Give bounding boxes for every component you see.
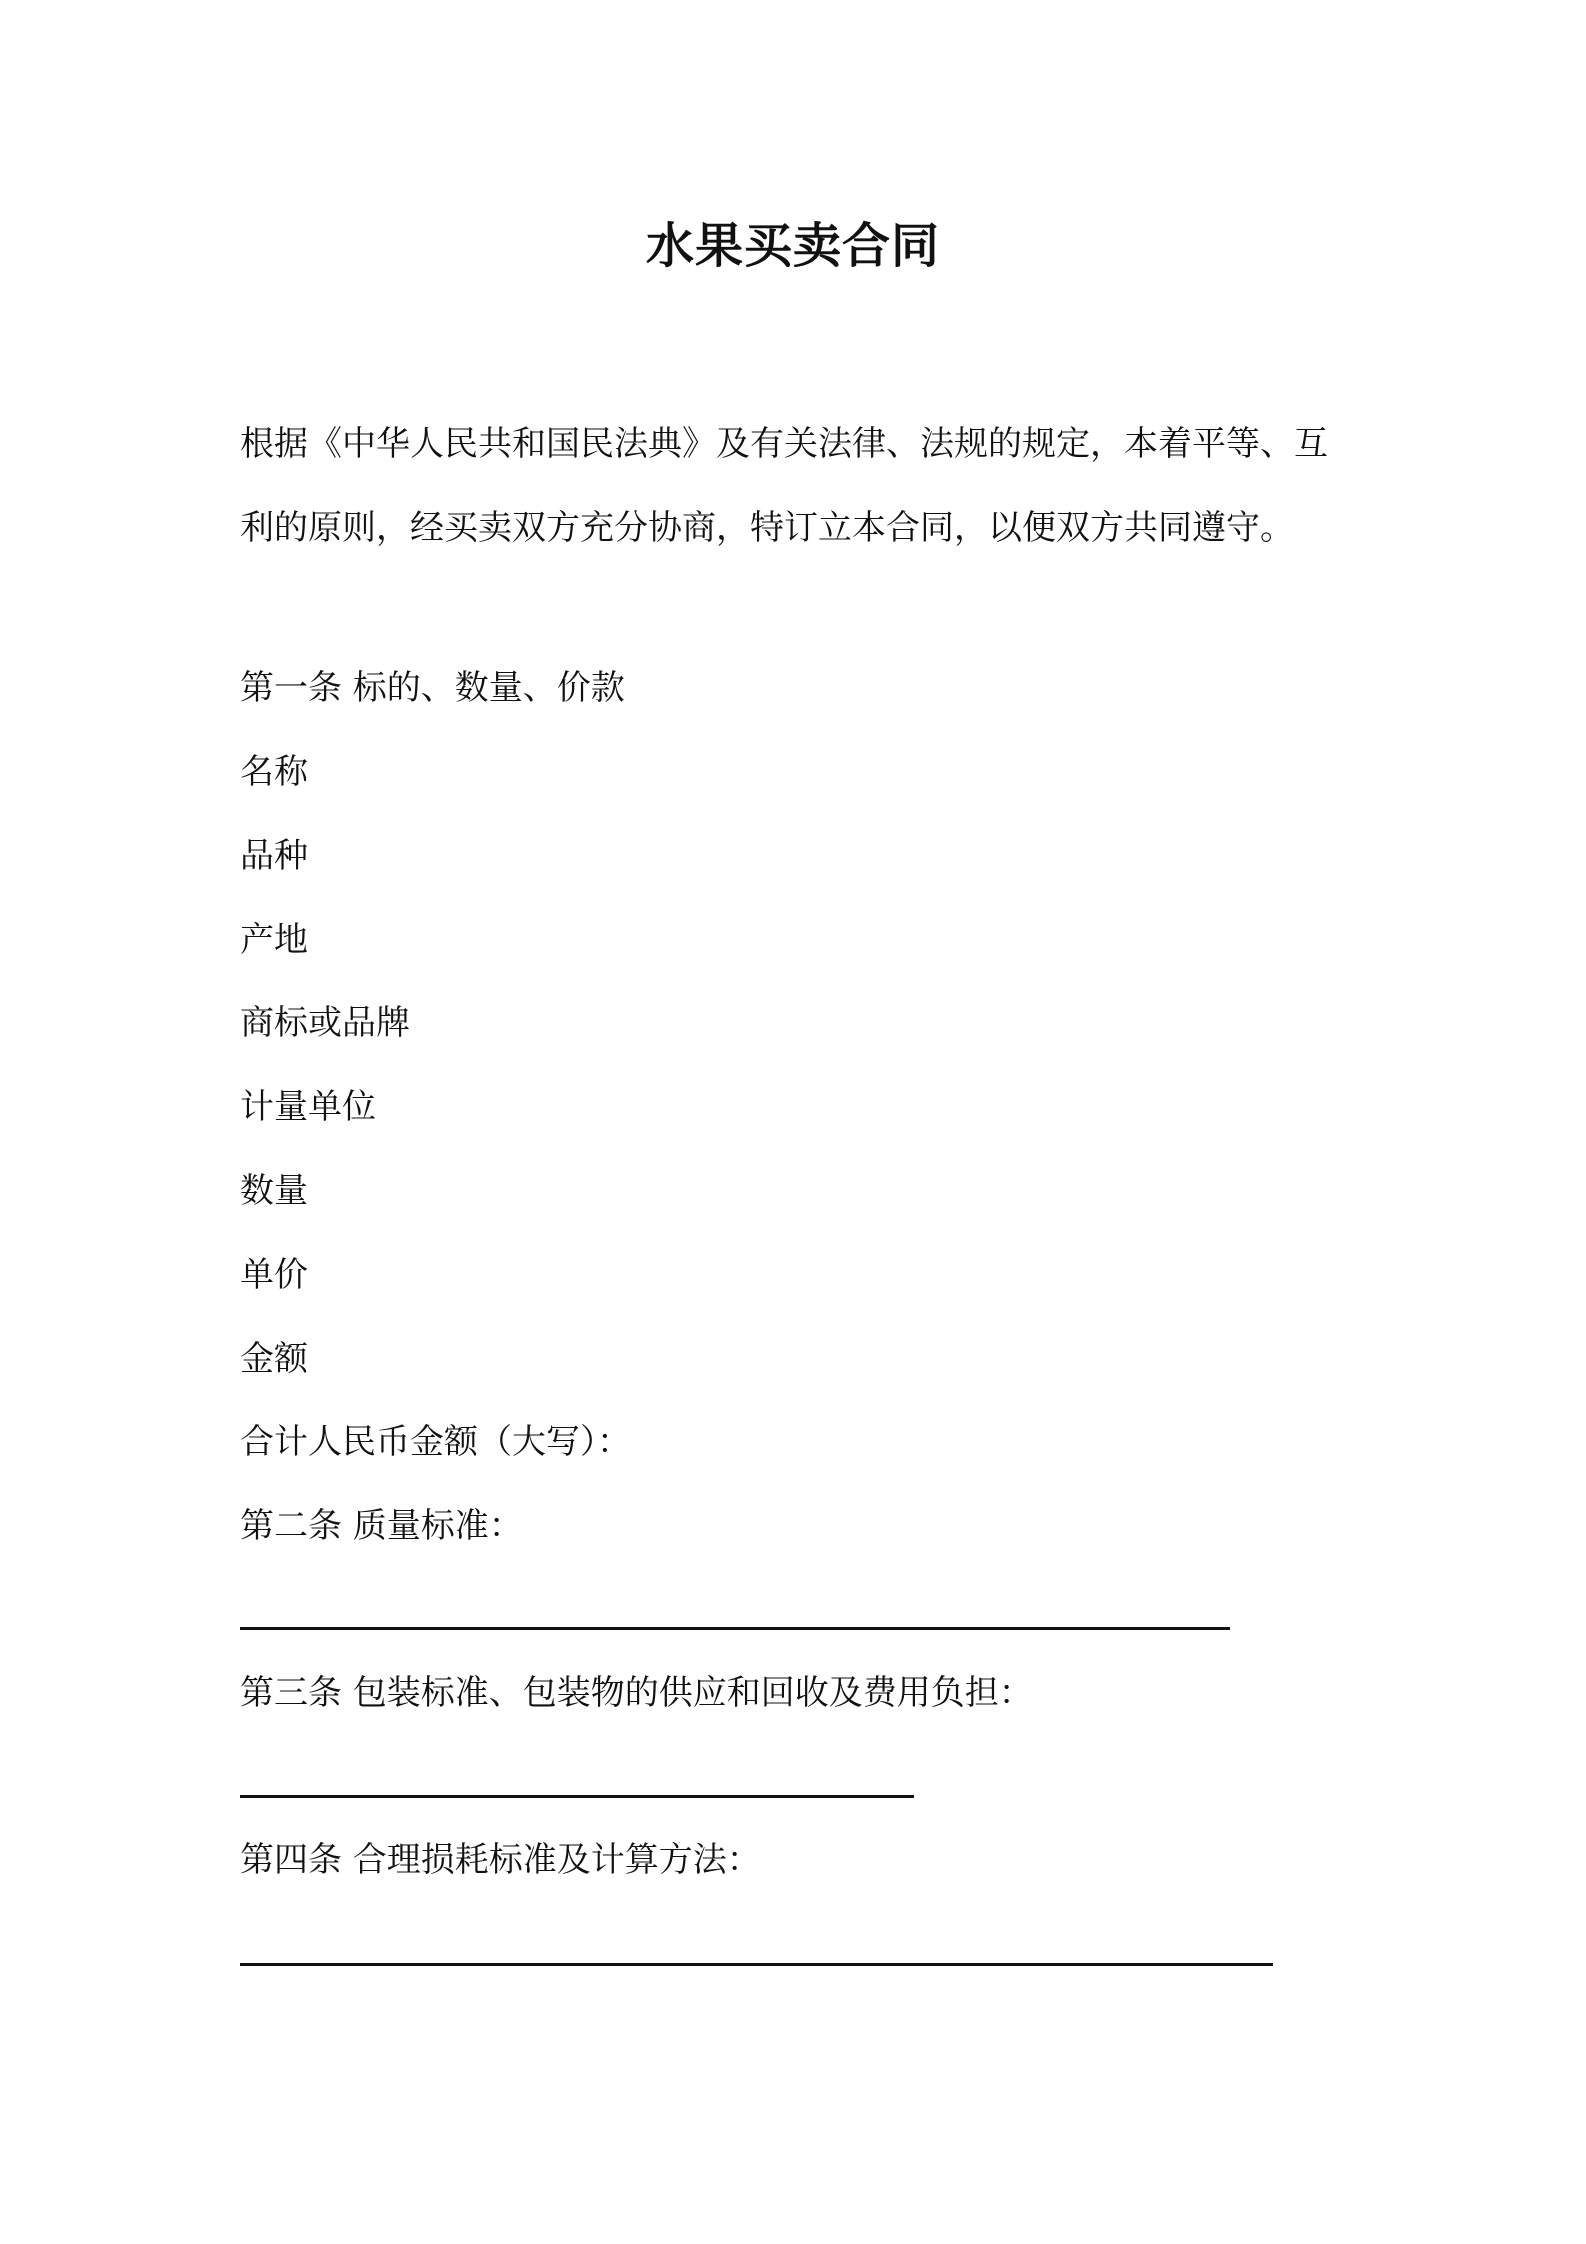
article-3-heading: 第三条 包装标准、包装物的供应和回收及费用负担： bbox=[240, 1673, 1033, 1713]
intro-paragraph: 根据《中华人民共和国民法典》及有关法律、法规的规定，本着平等、互利的原则，经买卖双方充分协商，特订立本合同，以便双方共同遵守。 bbox=[240, 424, 1328, 548]
field-label-brand: 商标或品牌 bbox=[240, 1003, 410, 1043]
document-title: 水果买卖合同 bbox=[645, 218, 940, 274]
field-label-name: 名称 bbox=[240, 752, 308, 792]
field-label-unit: 计量单位 bbox=[240, 1087, 376, 1127]
field-label-amount: 金额 bbox=[240, 1339, 308, 1379]
article-4-heading: 第四条 合理损耗标准及计算方法： bbox=[240, 1840, 761, 1880]
article-4-blank-line bbox=[240, 1963, 1273, 1966]
article-3-blank-line bbox=[240, 1795, 914, 1798]
article-2-blank-line bbox=[240, 1627, 1230, 1630]
total-amount-label: 合计人民币金额（大写）： bbox=[240, 1422, 631, 1462]
field-label-variety: 品种 bbox=[240, 836, 308, 876]
field-label-quantity: 数量 bbox=[240, 1171, 308, 1211]
article-2-heading: 第二条 质量标准： bbox=[240, 1506, 523, 1546]
field-label-origin: 产地 bbox=[240, 920, 308, 960]
article-1-heading: 第一条 标的、数量、价款 bbox=[240, 668, 625, 708]
field-label-unit-price: 单价 bbox=[240, 1255, 308, 1295]
